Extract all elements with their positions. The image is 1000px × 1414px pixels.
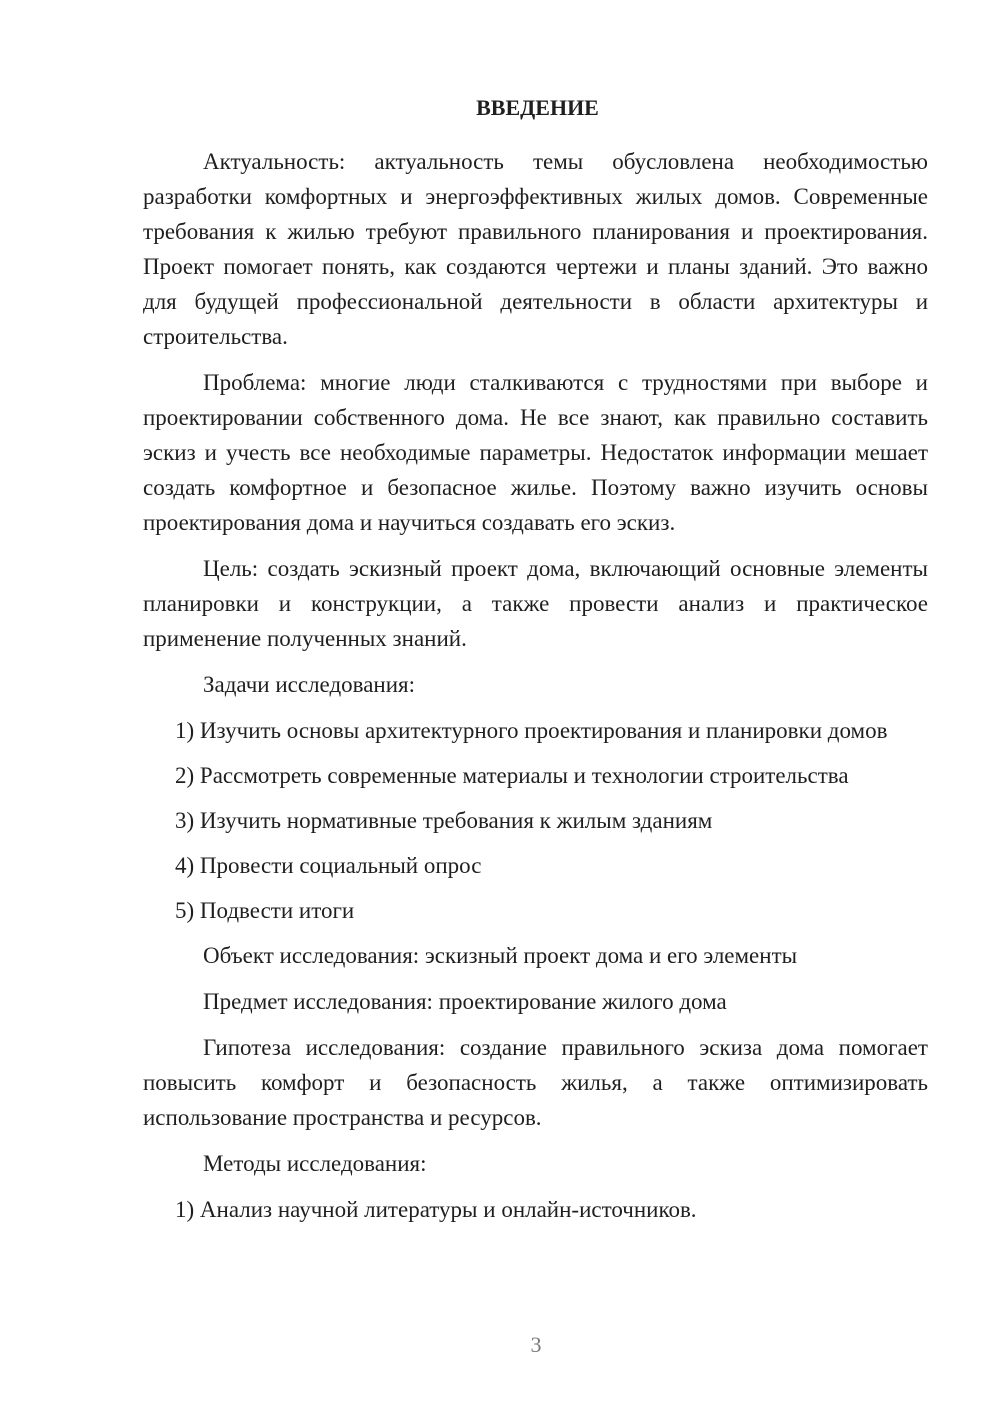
relevance-paragraph: Актуальность: актуальность темы обусловлена необходимостью разработки комфортных и энергоэффективных жилых домов. Современные требования к жилью требуют правильного планирования и проектирования. Проект помогает понять, как создаются чертежи и планы зданий. Это важно для будущей профессиональной деятельности в области архитектуры и строительства. xyxy=(143,149,928,349)
subject-line: Предмет исследования: проектирование жилого дома xyxy=(203,989,727,1014)
page-number: 3 xyxy=(530,1332,542,1357)
page-body xyxy=(143,92,928,1237)
task-item: 2) Рассмотреть современные материалы и технологии строительства xyxy=(175,763,849,788)
task-item: 4) Провести социальный опрос xyxy=(175,853,482,878)
problem-paragraph: Проблема: многие люди сталкиваются с трудностями при выборе и проектировании собственного дома. Не все знают, как правильно составить эскиз и учесть все необходимые параметры. Недостаток информации мешает создать комфортное и безопасное жилье. Поэтому важно изучить основы проектирования дома и научиться создавать его эскиз. xyxy=(143,370,928,535)
method-item: 1) Анализ научной литературы и онлайн-источников. xyxy=(175,1197,697,1222)
task-item: 1) Изучить основы архитектурного проектирования и планировки домов xyxy=(175,718,888,743)
object-line: Объект исследования: эскизный проект дома и его элементы xyxy=(203,943,798,968)
tasks-heading: Задачи исследования: xyxy=(203,672,416,697)
methods-heading: Методы исследования: xyxy=(203,1151,427,1176)
hypothesis-paragraph: Гипотеза исследования: создание правильного эскиза дома помогает повысить комфорт и безопасность жилья, а также оптимизировать использование пространства и ресурсов. xyxy=(143,1035,928,1130)
page-title: ВВЕДЕНИЕ xyxy=(476,95,599,120)
goal-paragraph: Цель: создать эскизный проект дома, включающий основные элементы планировки и конструкции, а также провести анализ и практическое применение полученных знаний. xyxy=(143,556,928,651)
task-item: 5) Подвести итоги xyxy=(175,898,355,923)
task-item: 3) Изучить нормативные требования к жилым зданиям xyxy=(175,808,713,833)
